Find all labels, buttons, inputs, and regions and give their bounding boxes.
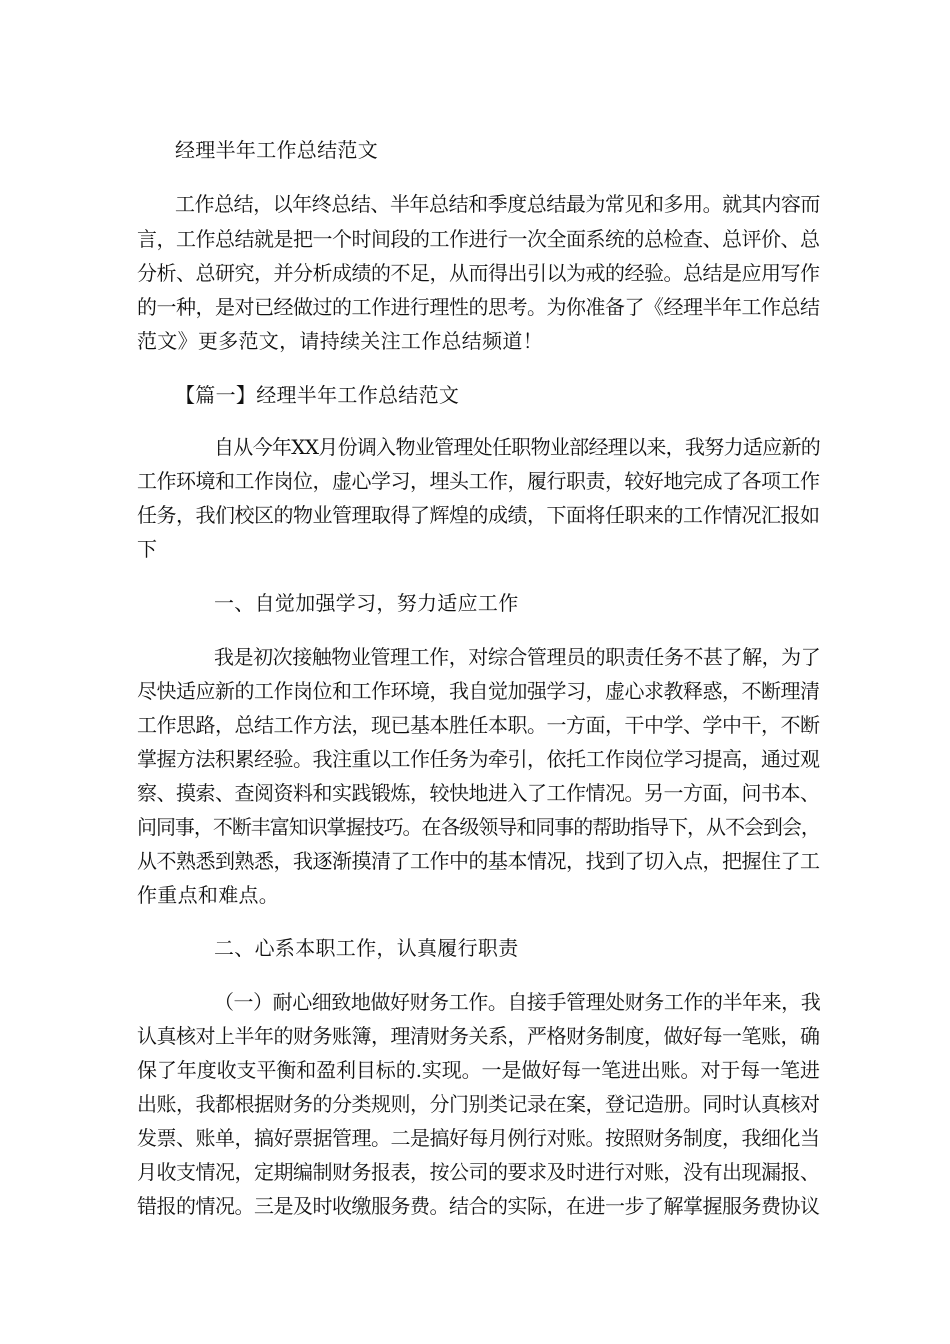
- part-intro-line: 自从今年XX月份调入物业管理处任职物业部经理以来，我努力适应新的: [214, 435, 821, 459]
- part-heading: 【篇一】经理半年工作总结范文: [175, 383, 460, 407]
- intro-line: 分析、总研究，并分析成绩的不足，从而得出引以为戒的经验。总结是应用写作: [137, 261, 820, 285]
- section-body-line: 从不熟悉到熟悉，我逐渐摸清了工作中的基本情况，找到了切入点，把握住了工: [137, 849, 820, 873]
- intro-line: 言，工作总结就是把一个时间段的工作进行一次全面系统的总检查、总评价、总: [137, 227, 820, 251]
- section-body-line: 作重点和难点。: [137, 883, 280, 907]
- intro-line: 工作总结，以年终总结、半年总结和季度总结最为常见和多用。就其内容而: [175, 192, 820, 216]
- section-body-line: 问同事，不断丰富知识掌握技巧。在各级领导和同事的帮助指导下，从不会到会，: [137, 815, 820, 839]
- document-title: 经理半年工作总结范文: [175, 138, 378, 162]
- section-body-line: 月收支情况，定期编制财务报表，按公司的要求及时进行对账，没有出现漏报、: [137, 1160, 820, 1184]
- section-body-line: 出账，我都根据财务的分类规则，分门别类记录在案，登记造册。同时认真核对: [137, 1092, 820, 1116]
- intro-line: 的一种，是对已经做过的工作进行理性的思考。为你准备了《经理半年工作总结: [137, 295, 820, 319]
- section-heading: 一、自觉加强学习，努力适应工作: [214, 591, 519, 615]
- part-intro-line: 下: [137, 537, 158, 561]
- section-body-line: 发票、账单，搞好票据管理。二是搞好每月例行对账。按照财务制度，我细化当: [137, 1126, 820, 1150]
- section-body-line: 掌握方法积累经验。我注重以工作任务为牵引，依托工作岗位学习提高，通过观: [137, 747, 820, 771]
- section-body-line: 认真核对上半年的财务账簿，理清财务关系，严格财务制度，做好每一笔账，确: [137, 1024, 820, 1048]
- section-body-line: 我是初次接触物业管理工作，对综合管理员的职责任务不甚了解，为了: [214, 645, 821, 669]
- section-body-line: （一）耐心细致地做好财务工作。自接手管理处财务工作的半年来，我: [214, 990, 821, 1014]
- section-heading: 二、心系本职工作，认真履行职责: [214, 936, 519, 960]
- section-body-line: 错报的情况。三是及时收缴服务费。结合的实际，在进一步了解掌握服务费协议: [137, 1194, 820, 1218]
- section-body-line: 工作思路，总结工作方法，现已基本胜任本职。一方面，干中学、学中干，不断: [137, 713, 820, 737]
- part-intro-line: 任务，我们校区的物业管理取得了辉煌的成绩，下面将任职来的工作情况汇报如: [137, 503, 820, 527]
- part-intro-line: 工作环境和工作岗位，虚心学习，埋头工作，履行职责，较好地完成了各项工作: [137, 469, 820, 493]
- section-body-line: 尽快适应新的工作岗位和工作环境，我自觉加强学习，虚心求教释惑，不断理清: [137, 679, 820, 703]
- section-body-line: 察、摸索、查阅资料和实践锻炼，较快地进入了工作情况。另一方面，问书本、: [137, 781, 820, 805]
- section-body-line: 保了年度收支平衡和盈利目标的.实现。一是做好每一笔进出账。对于每一笔进: [137, 1058, 820, 1082]
- intro-line: 范文》更多范文，请持续关注工作总结频道！: [137, 329, 543, 353]
